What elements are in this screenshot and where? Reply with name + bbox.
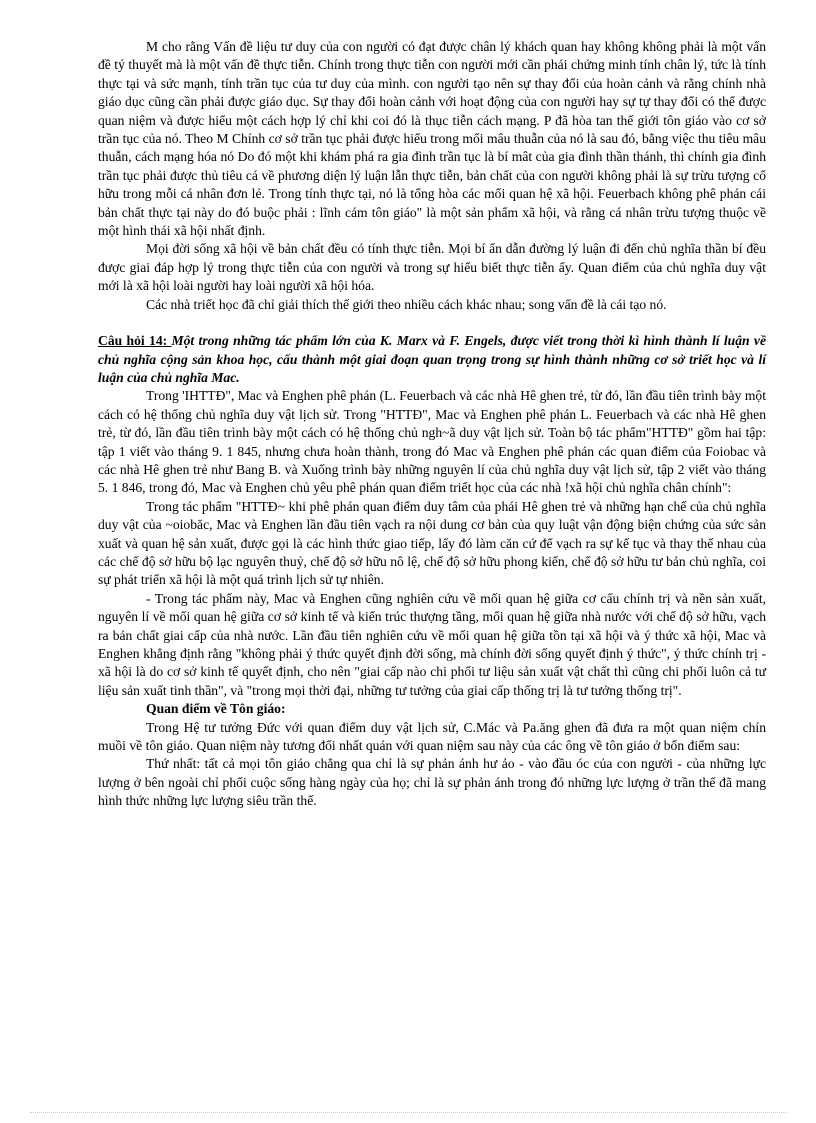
paragraph: - Trong tác phẩm này, Mac và Enghen cũng nghiên cứu về mối quan hệ giữa cơ cấu chính trị và nền sản xuất, nguyên lí về mối quan hệ giữa cơ sở kinh tế và kiến trúc thượng tầng, mối quan hệ giữa nhà nước với chế độ sở hữu, vạch ra bản chất giai cấp của nhà nước. Lần đầu tiên nghiên cứu về mối quan hệ giữa tồn tại xã hội và ý thức xã hội, Mac và Enghen khẳng định rằng "không phải ý thức quyết định đời sống, mà chính đời sống quyết định ý thức", ý thức chính trị - xã hội là do cơ sở kinh tế quyết định, cho nên "giai cấp nào chi phối tư liệu sản xuất vật chất thì cũng chi phối luôn cả tư liệu sản xuất tinh thần", và "trong mọi thời đại, những tư tưởng của giai cấp thống trị là tư tưởng thống trị". (98, 590, 766, 698)
paragraph: Thứ nhất: tất cả mọi tôn giáo chẳng qua chỉ là sự phản ánh hư ảo - vào đầu óc của con người - của những lực lượng ở bên ngoài chỉ phối cuộc sống hàng ngày của họ; chỉ là sự phản ánh trong đó những lực lượng ở trần thế đã mang hình thức những lực lượng siêu trần thế. (98, 756, 766, 809)
page-bottom-rule (30, 1112, 786, 1113)
question-title: Một trong những tác phẩm lớn của K. Marx và F. Engels, được viết trong thời kì hình thành lí luận về chủ nghĩa cộng sản khoa học, cấu thành một giai đoạn quan trọng trong sự hình thành những cơ sở triết học và lí luận của chủ nghĩa Mac. (98, 333, 766, 385)
paragraph: Trong Hệ tư tưởng Đức với quan điểm duy vật lịch sử, C.Mác và Pa.ăng ghen đã đưa ra một quan niệm chín muồi về tôn giáo. Quan niệm này tương đối nhất quán với quan niệm sau này của các ông về tôn giáo ở bốn điểm sau: (98, 719, 766, 754)
section-heading: Quan điểm về Tôn giáo: (146, 701, 286, 717)
question-heading (98, 332, 766, 387)
paragraph: Trong 'IHTTĐ", Mac và Enghen phê phán (L. Feuerbach và các nhà Hê ghen trẻ, từ đó, lần đầu tiên trình bày một cách có hệ thống chủ nghĩa duy vật lịch sử. Trong "HTTĐ", Mac và Enghen phê phán L. Feuerbach và các nhà Hê ghen trẻ, từ đó, lần đầu tiên trình bày một cách có hệ thống chủ ngh~ã duy vật lịch sử. Toàn bộ tác phẩm"HTTĐ" gồm hai tập: tập 1 viết vào tháng 9. 1 845, nhưng chưa hoàn thành, trong đó Mac và Enghen phê phán các quan điểm của Foiobac và các nhà Hê ghen trẻ như Bang B. và Xuống trình bày những nguyên lí của chủ nghĩa duy vật lịch sử, tập 2 viết vào tháng 5. 1 846, trong đó, Mac và Enghen chủ yêu phê phán quan điểm triết học của các nhà !xã hội chủ nghĩa chân chính": (98, 388, 766, 496)
paragraph: Mọi đời sống xã hội về bản chất đều có tính thực tiễn. Mọi bí ẩn dẫn đường lý luận đi đến chủ nghĩa thần bí đều được giai đáp hợp lý trong thực tiễn của con người và trong sự hiểu biết thực tiễn ấy. Quan điểm của chủ nghĩa duy vật mới là xã hội loài người hay loài người xã hội hóa. (98, 241, 766, 294)
paragraph: M cho rằng Vấn đề liệu tư duy của con người có đạt được chân lý khách quan hay không không phải là một vấn đề tý thuyết mà là một vấn đề thực tiễn. Chính trong thực tiễn con người mới cần phái chứng minh tính chân lý, tức là tính thực tại và sức mạnh, tính trần tục của tư duy của mình. con người tạo nên sự thay đổi của hoàn cảnh và rằng chính nhà giáo dục cũng cần phải được giáo dục. Sự thay đổi hoàn cảnh với hoạt động của con người hay sự tự thay đổi có thể được quan niệm và được hiểu một cách hợp lý chỉ khi coi đó là thục tiễn cách mạng. P đã hòa tan thế giới tôn giáo vào cơ sở trần tục của nó. Theo M Chính cơ sở trần tục phải được hiểu trong mối mâu thuẫn của nó là sau đó, bằng việc thu tiêu mâu thuẫn, cách mạng hóa nó Do đó một khi khám phá ra gia đình trần tục là bí mât của gia đình thần thánh, thì chính gia đình trần tục phải được thủ tiêu cá về phương diện lý luận lẫn thực tiễn, bản chất của con người không phải là sự trừu tượng cố hữu trong mỗi cá nhân đơn lẻ. Trong tính thực tại, nó là tổng hòa các mối quan hệ xã hội. Feuerbach không phê phán cái bản chất thực tại này do đó buộc phải : lĩnh cám tôn giáo" là một sản phẩm xã hội, và rằng cá nhân trừu tượng thuộc về một hình thái xã hội nhất định. (98, 39, 766, 239)
paragraph: Trong tác phẩm "HTTĐ~ khi phê phán quan điểm duy tâm của phái Hê ghen trẻ và những hạn chế của chủ nghĩa duy vật của ~oiobăc, Mac và Enghen lần đầu tiên vạch ra nội dung cơ bản của quy luật vận động biện chứng của sức sản xuất và quan hệ sản xuất, được gọi là các hình thức giao tiếp, lấy đó làm căn cứ để vạch ra sự kế tục và thay thế nhau của các chế độ sở hữu bộ lạc nguyên thuỷ, chế độ sở hữu nô lệ, chế độ sở hữu phong kiến, chế độ sở hữu tư bản chủ nghĩa, coi sự phát triển xã hội là một quá trình lịch sử tự nhiên. (98, 498, 766, 588)
document-page (98, 38, 766, 811)
spacer (98, 314, 766, 332)
question-separator: : (162, 333, 172, 349)
question-label: Câu hỏi 14 (98, 333, 163, 349)
paragraph: Các nhà triết học đã chỉ giải thích thế giới theo nhiều cách khác nhau; song vấn đề là cái tạo nó. (146, 296, 667, 312)
